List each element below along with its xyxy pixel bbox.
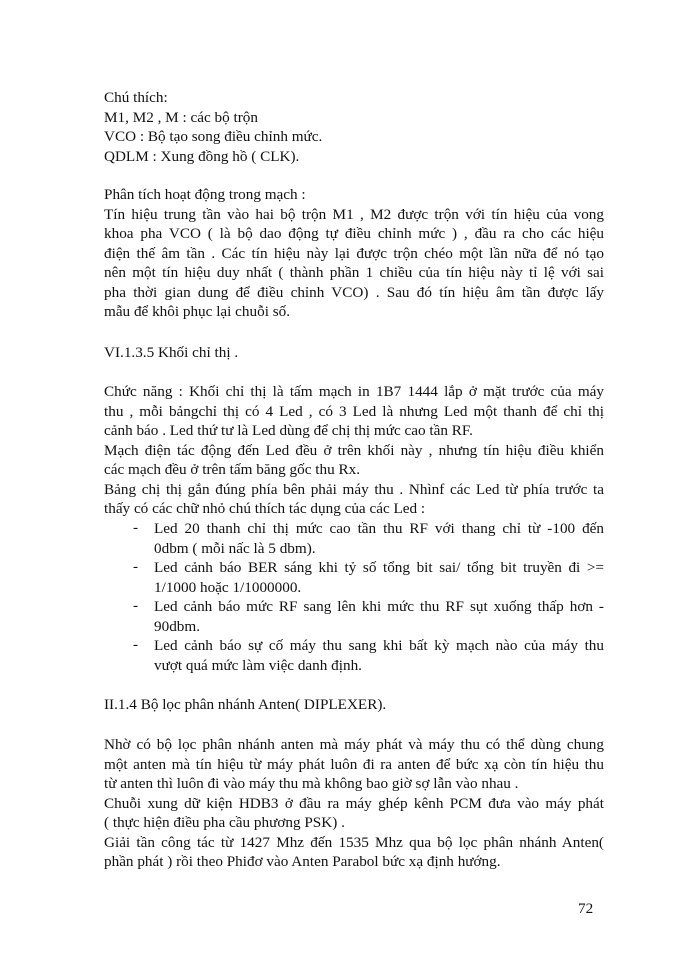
section-indicator-heading-block [104, 343, 604, 363]
analysis-line: pha thời gian dung để điều chỉnh VCO) . Sau đó tín hiệu âm tần được lấy [104, 283, 604, 301]
paragraph-line: ( thực hiện điều pha cầu phương PSK) . [104, 814, 345, 831]
section-diplexer-heading-block [104, 695, 604, 715]
list-item [104, 519, 604, 558]
analysis-block [104, 185, 604, 322]
paragraph-line: phần phát ) rồi theo Phiđơ vào Anten Parabol bức xạ định hướng. [104, 853, 501, 870]
section-indicator-body [104, 382, 604, 519]
analysis-line: mẫu để khôi phục lại chuỗi số. [104, 303, 291, 320]
analysis-line: nên một tín hiệu duy nhất ( thành phần 1 chiều của tín hiệu này tỉ lệ với sai [104, 264, 604, 281]
paragraph-line: Bảng chị thị gắn đúng phía bên phải máy thu . Nhìnf các Led từ phía trước ta [104, 480, 604, 498]
paragraph-line: Mạch điện tác động đến Led đều ở trên khối này , nhưng tín hiệu điều khiển [104, 441, 604, 459]
paragraph-line: Nhờ có bộ lọc phân nhánh anten mà máy phát và máy thu có thể dùng chung [104, 736, 604, 753]
section-heading: VI.1.3.5 Khối chỉ thị . [104, 344, 239, 361]
list-item [104, 636, 604, 675]
list-item-line: vượt quá mức làm việc danh định. [154, 656, 362, 674]
analysis-heading: Phân tích hoạt động trong mạch : [104, 186, 306, 203]
legend-line: QDLM : Xung đồng hồ ( CLK). [104, 147, 300, 165]
led-bullet-list [104, 519, 604, 675]
list-item [104, 597, 604, 636]
paragraph-line: thu , mỗi bảngchỉ thị có 4 Led , có 3 Led là nhưng Led một thanh để chỉ thị [104, 402, 604, 420]
paragraph-line: Giải tần công tác từ 1427 Mhz đến 1535 Mhz qua bộ lọc phân nhánh Anten( [104, 833, 604, 851]
list-item-line: Led cảnh báo mức RF sang lên khi mức thu RF sụt xuống thấp hơn - [154, 598, 604, 615]
analysis-line: Tín hiệu trung tần vào hai bộ trộn M1 , M2 được trộn với tín hiệu của vong [104, 205, 604, 223]
legend-block [104, 88, 604, 166]
bullet-dash: - [133, 558, 139, 575]
list-item-line: Led cảnh báo BER sáng khi tỷ số tổng bit sai/ tổng bit truyền đi >= [154, 559, 604, 576]
list-item [104, 558, 604, 597]
analysis-line: điện thế âm tần . Các tín hiệu này lại được trộn chéo một lần nữa để nó tạo [104, 244, 604, 262]
page-number: 72 [578, 900, 594, 917]
analysis-line: khoa pha VCO ( là bộ dao động tự điều chỉnh mức ) , đầu ra cho các hiệu [104, 225, 604, 242]
paragraph-line: thấy có các chữ nhỏ chú thích tác dụng của các Led : [104, 500, 426, 517]
section-heading: II.1.4 Bộ lọc phân nhánh Anten( DIPLEXER). [104, 696, 387, 713]
list-item-line: Led 20 thanh chỉ thị mức cao tần thu RF với thang chỉ từ -100 đến [154, 520, 604, 537]
list-item-line: 90dbm. [154, 617, 200, 635]
list-item-line: Led cảnh báo sự cố máy thu sang khi bất kỳ mạch nào của máy thu [154, 637, 604, 654]
legend-line: VCO : Bộ tạo song điều chỉnh mức. [104, 128, 323, 145]
bullet-dash: - [133, 597, 139, 614]
list-item-line: 0dbm ( mỗi nấc là 5 dbm). [154, 539, 316, 557]
paragraph-line: cảnh báo . Led thứ tư là Led dùng để chị thị mức cao tần RF. [104, 422, 473, 439]
paragraph-line: từ anten thì luôn đi vào máy thu mà không bao giờ sợ lẫn vào nhau . [104, 775, 519, 792]
list-item-line: 1/1000 hoặc 1/1000000. [154, 578, 302, 596]
legend-line: M1, M2 , M : các bộ trộn [104, 108, 258, 126]
paragraph-line: các mạch đều ở trên tấm băng gốc thu Rx. [104, 461, 361, 478]
paragraph-line: Chuỗi xung dữ kiện HDB3 ở đầu ra máy ghép kênh PCM đưa vào máy phát [104, 794, 604, 812]
paragraph-line: một anten mà tín hiệu từ máy phát luôn đi ra anten để bức xạ còn tín hiệu thu [104, 755, 604, 773]
bullet-dash: - [133, 519, 139, 536]
bullet-dash: - [133, 636, 139, 653]
paragraph-line: Chức năng : Khối chỉ thị là tấm mạch in 1B7 1444 lắp ở mặt trước của máy [104, 383, 604, 400]
section-diplexer-body [104, 735, 604, 872]
legend-heading: Chú thích: [104, 89, 168, 106]
